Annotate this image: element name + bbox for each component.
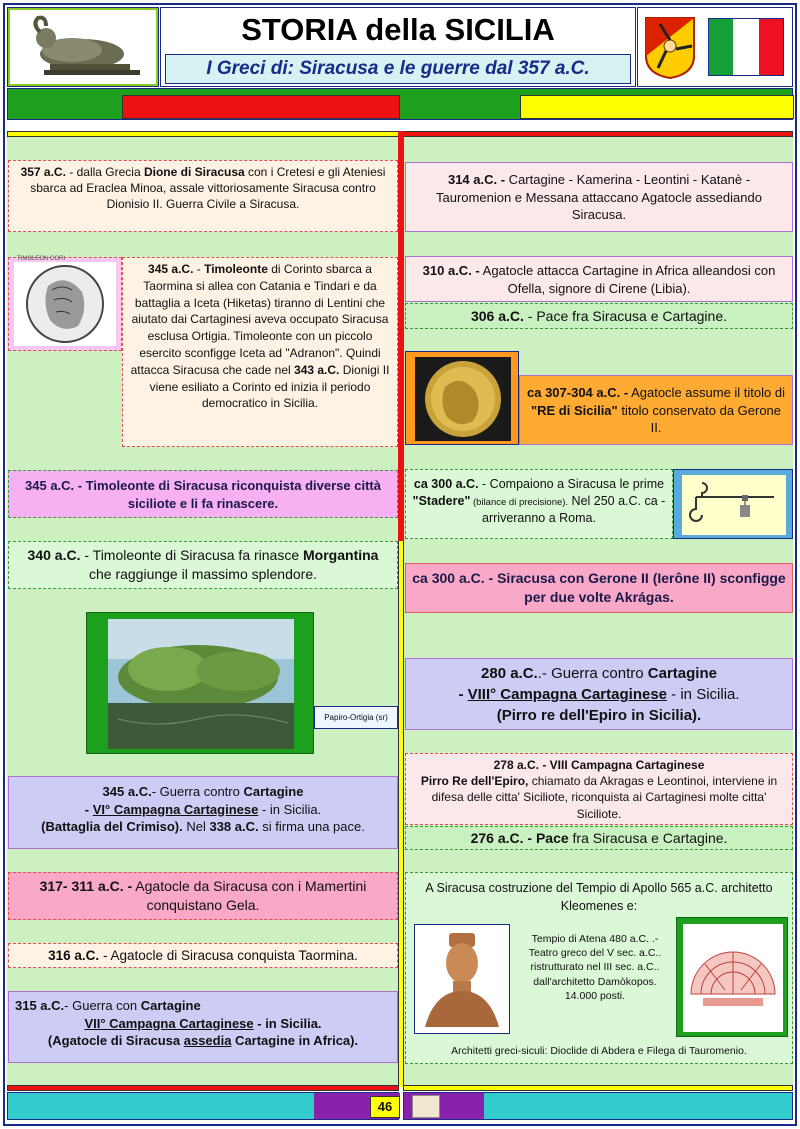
page-title: STORIA della SICILIA <box>241 12 555 47</box>
event-340-name: Morgantina <box>303 547 379 563</box>
event-315-mid: - in Sicilia. <box>253 1015 322 1031</box>
event-310-text: Agatocle attacca Cartagine in Africa alleandosi con Ofella, signore di Cirene (Libia). <box>479 263 776 296</box>
event-340-text2: che raggiunge il massimo splendore. <box>88 565 317 582</box>
papyrus-pond-image <box>108 619 294 749</box>
event-276-pace: Pace <box>532 830 569 846</box>
event-345c-date2: 338 a.C. <box>209 819 259 835</box>
stadera-frame <box>673 469 793 539</box>
event-345c-date: 345 a.C. <box>102 784 152 799</box>
event-276-text: fra Siracusa e Cartagine. <box>568 830 728 846</box>
event-345a-sep: - <box>193 262 205 276</box>
gold-coin-frame <box>405 351 519 445</box>
event-317 <box>8 872 398 920</box>
event-317-text: Agatocle da Siracusa con i Mamertini conquistano Gela. <box>132 878 367 913</box>
event-315 <box>8 991 398 1063</box>
event-315-assedia: assedia <box>183 1033 232 1049</box>
center-red-line <box>398 131 404 541</box>
architects-footer <box>405 1040 793 1064</box>
event-345c-post: Nel <box>182 819 210 835</box>
event-300a-name: "Stadere" <box>412 493 471 508</box>
event-276 <box>405 826 793 850</box>
event-300-stadere <box>405 469 673 539</box>
page-subtitle: I Greci di: Siracusa e le guerre dal 357 a.C. <box>206 58 590 79</box>
event-340-text: - Timoleonte di Siracusa fa rinasce <box>80 547 304 563</box>
event-280-mid: - in Sicilia. <box>667 686 740 703</box>
event-345a-name: Timoleonte <box>204 262 268 276</box>
event-357-name: Dione di Siracusa <box>143 165 245 179</box>
theatre-plan-image <box>683 924 783 1032</box>
event-280-enemy: Cartagine <box>647 665 717 682</box>
papiro-caption <box>314 706 398 729</box>
event-345a-text1: di Corinto sbarca a Taormina si allea con Catania e Tindari e da battaglia a Iceta (Hiketas) tiranno di Lentini che aiutato dai Cartaginesi aveva occupato Siracusa esclusa Ortigia. Timoleonte con un piccolo esercito sconfigge Iceta ad "Adranon". Quindi attacca Siracusa che cade nel <box>130 262 389 377</box>
event-280-post: in Sicilia). <box>627 707 702 724</box>
stadera-scale-icon <box>682 475 786 535</box>
event-307-text1: Agatocle assume il titolo di <box>628 385 785 400</box>
event-315-campaign: VII° Campagna Cartaginese <box>84 1015 254 1031</box>
event-300b-text: Siracusa con Gerone II (Ierône II) sconfigge per due volte Akrágas. <box>493 570 786 605</box>
event-278-pirro: Pirro Re dell'Epiro, <box>420 774 529 789</box>
header-flags-box <box>637 7 793 87</box>
bronze-ram-icon <box>10 10 156 84</box>
event-300a-text1: - Compaiono a Siracusa le prime <box>478 477 665 491</box>
architects-footer-text: Architetti greci-siculi: Dioclide di Abdera e Filega di Tauromenio. <box>451 1045 747 1057</box>
event-306-date: 306 a.C. <box>470 308 524 324</box>
event-314-text: Cartagine - Kamerina - Leontini - Katanè - Tauromenion e Messana attaccano Agatocle assediando Siracusa. <box>436 172 762 223</box>
page-number <box>370 1096 400 1118</box>
event-316-text: - Agatocle di Siracusa conquista Taormina. <box>99 948 358 963</box>
bottom-yellow-rule <box>403 1085 793 1091</box>
event-345-timoleonte <box>122 257 398 447</box>
page-number-text: 46 <box>377 1099 393 1114</box>
event-300b-date: ca 300 a.C. - <box>412 570 494 586</box>
header-title-box <box>160 7 636 87</box>
event-345-riconquista <box>8 470 398 518</box>
event-316 <box>8 943 398 968</box>
footer-band-left <box>7 1092 399 1120</box>
event-345a-date2: 343 a.C. <box>294 362 340 377</box>
event-357 <box>8 160 398 232</box>
event-306 <box>405 303 793 329</box>
event-345c-mid: - in Sicilia. <box>258 801 322 817</box>
event-345b-date: 345 a.C. - <box>25 478 83 493</box>
atena-text <box>516 932 674 1003</box>
trinacria-flag-icon <box>644 16 696 80</box>
timoleon-coin-icon <box>14 262 116 346</box>
event-307-date: ca 307-304 a.C. - <box>527 385 629 400</box>
event-345c-battle: (Battaglia del Crimiso). <box>41 819 183 835</box>
event-280-campaign: VIII° Campagna Cartaginese <box>467 686 668 703</box>
timoleon-coin-frame <box>8 257 122 351</box>
event-310-date: 310 a.C. - <box>422 263 480 278</box>
apollo-text: A Siracusa costruzione del Tempio di Apollo 565 a.C. architetto Kleomenes e: <box>425 881 773 914</box>
event-345c-pre: - Guerra contro <box>151 784 244 799</box>
athena-bust-image <box>417 927 507 1031</box>
event-300a-text2: Nel 250 a.C. ca - arriveranno a Roma. <box>482 493 666 525</box>
event-280-pre: .- Guerra contro <box>537 665 648 682</box>
event-314-date: 314 a.C. - <box>447 172 506 187</box>
color-band <box>7 88 793 120</box>
event-316-date: 316 a.C. <box>48 948 100 963</box>
event-315-pre: - Guerra con <box>64 998 141 1013</box>
event-278-head: 278 a.C. - VIII Campagna Cartaginese <box>493 758 705 772</box>
italy-flag-icon <box>708 18 784 76</box>
atena-text-content: Tempio di Atena 480 a.C. .- Teatro greco del V sec. a.C.. ristrutturato nel III sec. a.C.. dall'architetto Damòkopos. 14.000 posti. <box>528 933 662 1002</box>
athena-bust-frame <box>414 924 510 1034</box>
event-357-date: 357 a.C. <box>20 165 66 179</box>
event-340-date: 340 a.C. <box>27 547 81 563</box>
event-307-text2: titolo conservato da Gerone II. <box>617 402 782 436</box>
event-307 <box>519 375 793 445</box>
event-345a-date: 345 a.C. <box>148 262 194 276</box>
gold-coin-icon <box>415 357 511 441</box>
event-276-date: 276 a.C. - <box>470 830 533 846</box>
coin-legend: TIMOLEON CORI <box>17 256 66 262</box>
event-278-text: chiamato da Akragas e Leontinoi, interviene in difesa delle citta' Siciliote, riconquista ai Cartaginesi molte citta' Siciliote. <box>431 774 778 821</box>
event-315-bold2: Cartagine in Africa). <box>231 1033 359 1049</box>
event-280: 280 a.C..- Guerra contro Cartagine - VIII° Campagna Cartaginese - in Sicilia. (Pirro re dell'Epiro in Sicilia). <box>405 658 793 730</box>
event-345c-campaign: VI° Campagna Cartaginese <box>92 801 259 817</box>
event-314 <box>405 162 793 232</box>
event-315-date: 315 a.C. <box>15 998 65 1013</box>
top-yellow-rule <box>7 131 399 137</box>
event-278 <box>405 753 793 825</box>
papiro-photo-frame <box>86 612 314 754</box>
event-340 <box>8 541 398 589</box>
bottom-red-rule <box>7 1085 399 1091</box>
theatre-plan-frame <box>676 917 788 1037</box>
subtitle-band <box>165 54 631 84</box>
event-300-gerone <box>405 563 793 613</box>
event-357-pre: - dalla Grecia <box>65 165 144 179</box>
event-357-text: con i Cretesi e gli Ateniesi sbarca ad Eraclea Minoa, assale vittoriosamente Siracusa contro Dionisio II. Guerra Civile a Siracusa. <box>30 165 386 212</box>
header-logo-box <box>7 7 159 87</box>
event-280-pirro: (Pirro re dell'Epiro <box>496 707 628 724</box>
event-317-date: 317- 311 a.C. - <box>39 878 133 894</box>
event-300a-date: ca 300 a.C. <box>413 477 479 491</box>
event-300a-small: (bilance di precisione). <box>470 496 569 508</box>
event-315-enemy: Cartagine <box>140 998 201 1013</box>
event-345b-text: Timoleonte di Siracusa riconquista diverse città siciliote e li fa rinascere. <box>82 478 381 511</box>
event-345a-text2: Dionigi II viene esiliato a Corinto ed inizia il periodo democratico in Sicilia. <box>149 362 390 411</box>
papiro-caption-text: Papiro-Ortigia (sr) <box>324 713 388 722</box>
event-306-text: - Pace fra Siracusa e Cartagine. <box>523 308 728 324</box>
footer-band-right <box>403 1092 793 1120</box>
event-310 <box>405 256 793 302</box>
event-315-bold1: (Agatocle di Siracusa <box>47 1033 184 1049</box>
event-345c-post2: si firma una pace. <box>258 819 365 835</box>
event-345c-enemy: Cartagine <box>243 784 304 799</box>
event-280-date: 280 a.C. <box>481 665 538 682</box>
top-red-rule <box>403 131 793 137</box>
event-307-title: "RE di Sicilia" <box>530 402 618 418</box>
footer-thumbnail-icon <box>412 1095 440 1118</box>
event-345-guerra: 345 a.C.- Guerra contro Cartagine - VI° Campagna Cartaginese - in Sicilia. (Battaglia del Crimiso). Nel 338 a.C. si firma una pace. <box>8 776 398 849</box>
center-yellow-line <box>398 541 404 1087</box>
